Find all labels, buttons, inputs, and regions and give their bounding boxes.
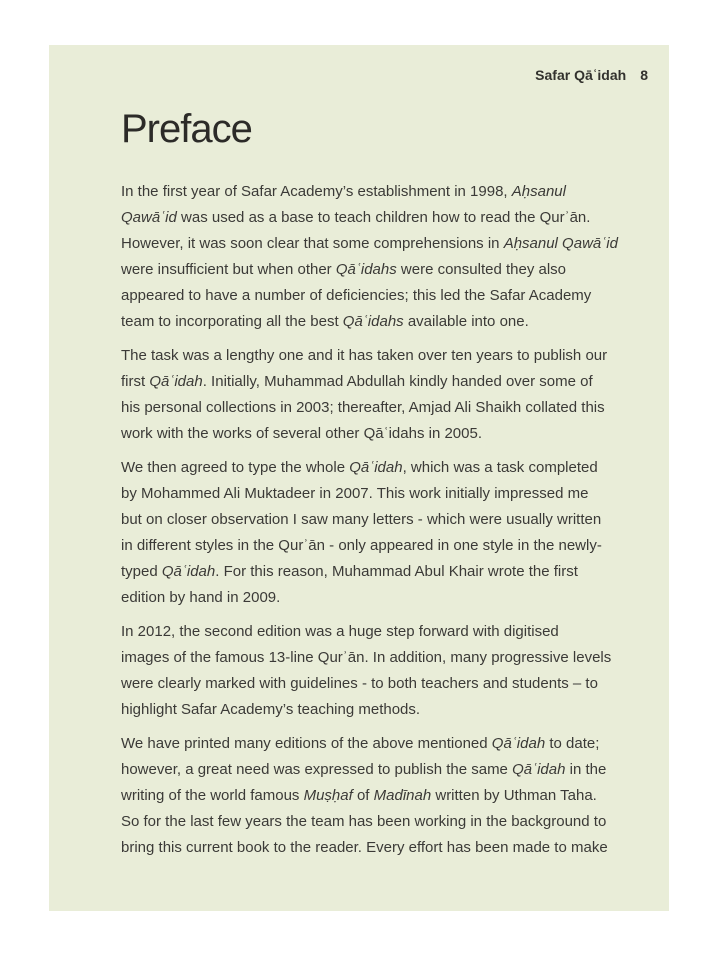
- text-line: typed Qāʿidah. For this reason, Muhammad Abul Khair wrote the first: [121, 563, 578, 580]
- text-line: bring this current book to the reader. Every effort has been made to make: [121, 839, 608, 856]
- page-number: 8: [640, 67, 648, 83]
- page-title: Preface: [121, 107, 252, 151]
- text-line: In the first year of Safar Academy’s establishment in 1998, Aḥsanul: [121, 183, 566, 200]
- text-line: edition by hand in 2009.: [121, 589, 281, 606]
- text-line: his personal collections in 2003; thereafter, Amjad Ali Shaikh collated this: [121, 399, 605, 416]
- paragraph: [121, 179, 631, 335]
- text-line: We then agreed to type the whole Qāʿidah, which was a task completed: [121, 459, 598, 476]
- paragraph: [121, 455, 631, 611]
- text-line: but on closer observation I saw many letters - which were usually written: [121, 511, 602, 528]
- text-line: were clearly marked with guidelines - to both teachers and students – to: [121, 675, 598, 692]
- text-line: writing of the world famous Muṣḥaf of Madīnah written by Uthman Taha.: [121, 787, 597, 804]
- paragraph: [121, 619, 631, 723]
- text-line: by Mohammed Ali Muktadeer in 2007. This work initially impressed me: [121, 485, 589, 502]
- text-line: first Qāʿidah. Initially, Muhammad Abdullah kindly handed over some of: [121, 373, 593, 390]
- text-line: in different styles in the Qurʾān - only appeared in one style in the newly-: [121, 537, 602, 554]
- text-line: Qawāʿid was used as a base to teach children how to read the Qurʾān.: [121, 209, 591, 226]
- text-line: were insufficient but when other Qāʿidahs were consulted they also: [121, 261, 566, 278]
- text-line: however, a great need was expressed to publish the same Qāʿidah in the: [121, 761, 607, 778]
- paragraph: [121, 343, 631, 447]
- text-line: images of the famous 13-line Qurʾān. In addition, many progressive levels: [121, 649, 612, 666]
- running-header: [535, 67, 648, 83]
- running-header-book-title: Safar Qāʿidah: [535, 67, 627, 83]
- text-line: However, it was soon clear that some comprehensions in Aḥsanul Qawāʿid: [121, 235, 618, 252]
- book-page: [49, 45, 669, 911]
- text-line: So for the last few years the team has been working in the background to: [121, 813, 607, 830]
- text-line: We have printed many editions of the above mentioned Qāʿidah to date;: [121, 735, 600, 752]
- text-line: team to incorporating all the best Qāʿidahs available into one.: [121, 313, 529, 330]
- text-line: appeared to have a number of deficiencies; this led the Safar Academy: [121, 287, 592, 304]
- paragraph: [121, 731, 631, 861]
- text-line: The task was a lengthy one and it has taken over ten years to publish our: [121, 347, 608, 364]
- text-line: work with the works of several other Qāʿidahs in 2005.: [121, 425, 483, 442]
- text-line: highlight Safar Academy’s teaching methods.: [121, 701, 421, 718]
- body-text: [121, 179, 631, 869]
- text-line: In 2012, the second edition was a huge step forward with digitised: [121, 623, 559, 640]
